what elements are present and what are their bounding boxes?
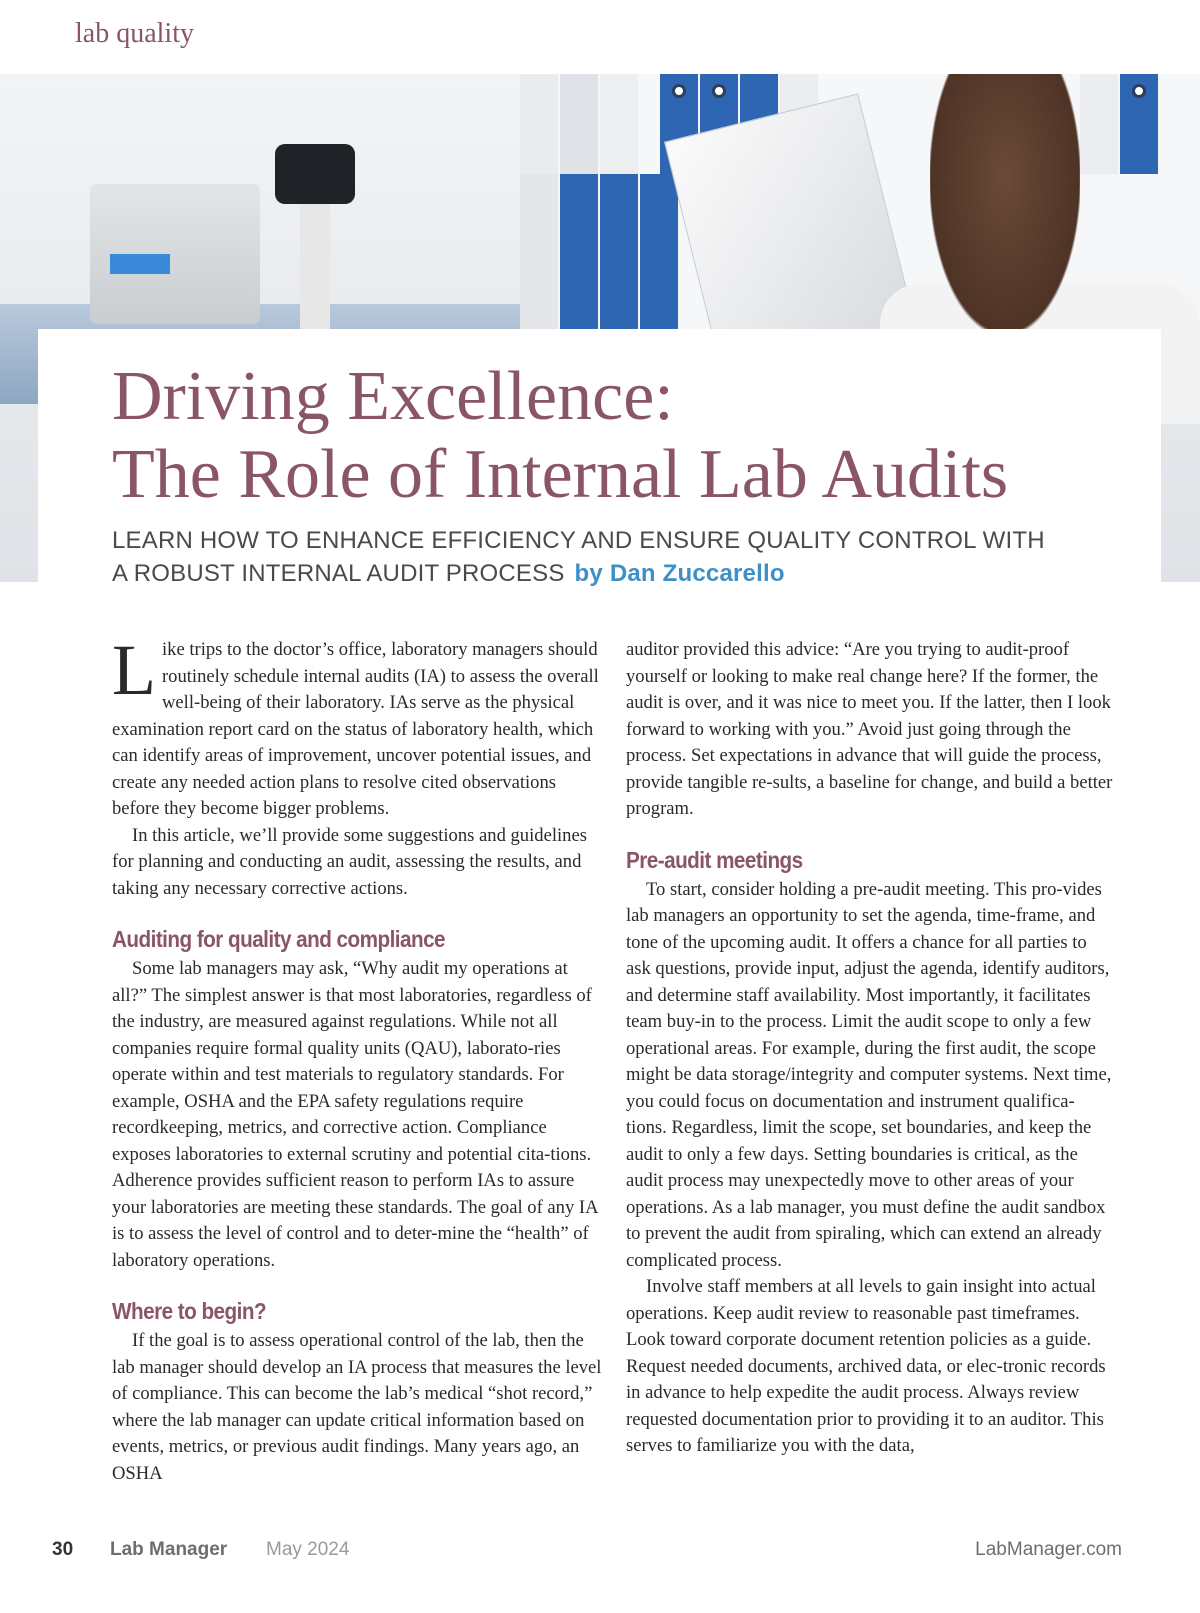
page-footer [52, 1539, 1122, 1569]
section-tag: lab quality [75, 18, 194, 49]
headline-line-1: Driving Excellence: [112, 358, 674, 435]
right-column [626, 637, 1114, 1460]
scientist-hair [930, 74, 1080, 334]
issue-date: May 2024 [266, 1539, 350, 1560]
byline: by Dan Zuccarello [574, 560, 785, 587]
subhead-where-to-begin: Where to begin? [112, 1298, 267, 1324]
article-headline [112, 358, 1112, 514]
lab-instrument [90, 184, 260, 324]
drop-cap: L [112, 630, 156, 710]
body-paragraph: Some lab managers may ask, “Why audit my operations at all?” The simplest answer is that most laboratories, regardless of the industry, are measured against regulations. While not all companies require formal quality units (QAU), laborato-ries operate within and test materials to regulatory standards. For example, OSHA and the EPA safety regulations require recordkeeping, metrics, and corrective action. Compliance exposes laboratories to external scrutiny and potential cita-tions. Adherence provides sufficient reason to perform IAs to assure your laboratories are meeting these standards. The goal of any IA is to assess the level of control and to deter-mine the “health” of laboratory operations. [112, 958, 598, 1271]
body-paragraph: If the goal is to assess operational control of the lab, then the lab manager should develop an IA process that measures the level of compliance. This can become the lab’s medical “shot record,” where the lab manager can update critical information based on events, metrics, or previous audit findings. Many years ago, an OSHA [112, 1330, 602, 1484]
deck-line-2: A ROBUST INTERNAL AUDIT PROCESS [112, 560, 565, 587]
body-paragraph: To start, consider holding a pre-audit meeting. This pro-vides lab managers an opportunity to set the agenda, time-frame, and tone of the upcoming audit. It offers a chance for all parties to ask questions, provide input, adjust the agenda, identify auditors, and determine staff availability. Most importantly, it facilitates team buy-in to the process. Limit the audit scope to only a few operational areas. For example, during the first audit, the scope might be data storage/integrity and computer systems. Next time, you could focus on documentation and instrument qualifica-tions. Regardless, limit the scope, set boundaries, and keep the audit to only a few days. Setting boundaries is critical, as the audit process may unexpectedly move to other areas of your operations. As a lab manager, you must define the audit sandbox to prevent the audit from spiraling, which can extend an already complicated process. [626, 878, 1112, 1271]
deck-line-1: LEARN HOW TO ENHANCE EFFICIENCY AND ENSURE QUALITY CONTROL WITH [112, 527, 1045, 554]
body-paragraph: In this article, we’ll provide some suggestions and guidelines for planning and conducting an audit, assessing the results, and taking any necessary corrective actions. [112, 824, 587, 899]
intro-text: ike trips to the doctor’s office, laboratory managers should routinely schedule internal audits (IA) to assess the overall well-being of their laboratory. IAs serve as the physical examination report card on the status of laboratory health, which can identify areas of improvement, uncover potential issues, and create any needed action plans to resolve cited observations before they become bigger problems. [112, 639, 599, 819]
article-deck [112, 524, 1112, 590]
subhead-auditing: Auditing for quality and compliance [112, 926, 446, 952]
body-paragraph: Involve staff members at all levels to gain insight into actual operations. Keep audit review to reasonable past timeframes. Look toward corporate document retention policies as a guide. Request needed documents, archived data, or elec-tronic records in advance to help expedite the audit process. Always review requested documentation prior to providing it to an auditor. This serves to familiarize you with the data, [626, 1276, 1106, 1456]
subhead-pre-audit: Pre-audit meetings [626, 846, 803, 873]
page-number: 30 [52, 1539, 74, 1560]
intro-paragraph [112, 630, 602, 823]
left-column [112, 630, 602, 1487]
body-paragraph: auditor provided this advice: “Are you trying to audit-proof yourself or looking to make real change here? If the former, the audit is over, and it was nice to meet you. If the latter, then I look forward to working with you.” Avoid just going through the process. Set expectations in advance that will guide the process, provide tangible re-sults, a baseline for change, and build a better program. [626, 639, 1113, 819]
website-link[interactable]: LabManager.com [975, 1539, 1122, 1560]
headline-line-2: The Role of Internal Lab Audits [112, 436, 1009, 513]
magazine-name: Lab Manager [110, 1539, 228, 1560]
